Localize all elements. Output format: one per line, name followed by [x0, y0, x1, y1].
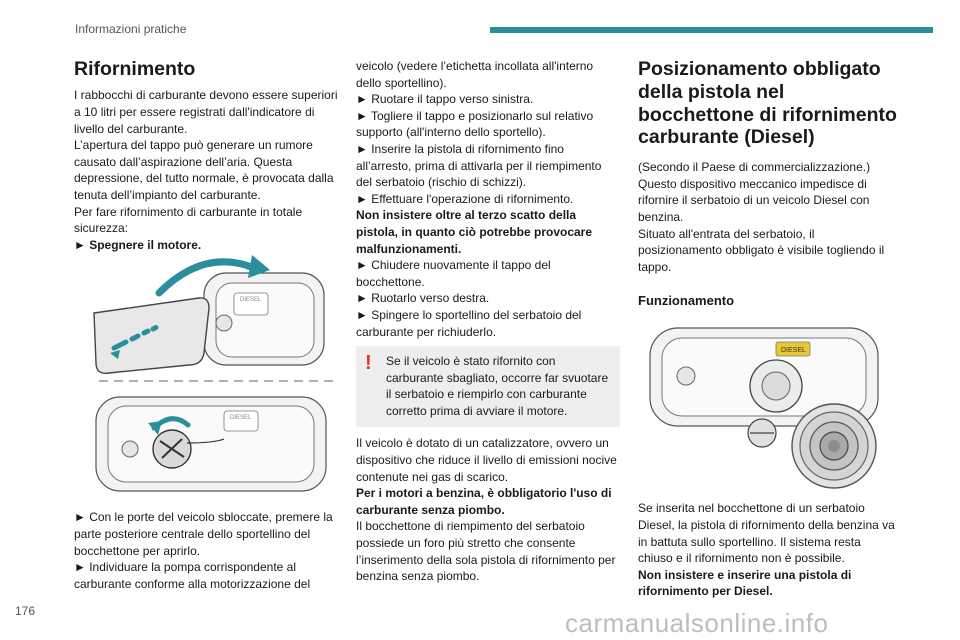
fuel-label-text: DIESEL — [240, 297, 262, 304]
operation-subtitle: Funzionamento — [638, 293, 735, 309]
paragraph: Se inserita nel bocchettone di un serbatoio Diesel, la pistola di rifornimento della benzina va in battuta sullo sportellino. Il sistema resta chiuso e il rifornimento non è possibile. — [638, 501, 895, 566]
diesel-device-title: Posizionamento obbligato della pistola nel bocchettone di rifornimento carburante (Diesel) — [638, 58, 897, 149]
paragraph: Situato all'entrata del serbatoio, il posizionamento obbligato è visibile togliendo il tappo. — [638, 226, 885, 274]
instruction-step: ► Chiudere nuovamente il tappo del bocchettone. — [356, 258, 551, 289]
instruction-step: ► Individuare la pompa corrispondente al carburante conforme alla motorizzazione del — [74, 560, 311, 591]
instruction-step: ► Effettuare l'operazione di rifornimento. — [356, 191, 574, 206]
paragraph: Per fare rifornimento di carburante in totale sicurezza: — [74, 204, 303, 236]
paragraph: Il bocchettone di riempimento del serbatoio possiede un foro più stretto che consente l’inserimento della sola pistola di rifornimento per benzina senza piombo. — [356, 519, 616, 584]
fuel-flap-illustration — [74, 253, 340, 503]
column-refueling-cont — [356, 58, 620, 585]
diesel-misfuel-device-illustration — [638, 318, 898, 496]
instruction-step: ► Spingere lo sportellino del serbatoio del carburante per richiuderlo. — [356, 307, 582, 339]
header-accent-bar — [490, 27, 933, 33]
section-title: Informazioni pratiche — [75, 22, 187, 36]
paragraph: (Secondo il Paese di commercializzazione.) Questo dispositivo meccanico impedisce di rifornire il serbatoio di un veicolo Diesel con benzina. — [638, 160, 871, 225]
paragraph: Il veicolo è dotato di un catalizzatore, ovvero un dispositivo che riduce il livello di emissioni nocive contenute nei gas di scarico. — [356, 436, 617, 484]
misfuel-inhibitor-closeup — [792, 404, 876, 488]
refueling-title: Rifornimento — [74, 58, 196, 80]
page-number: 176 — [15, 604, 36, 618]
paragraph: L’apertura del tappo può generare un rumore causato dall’aspirazione dell’aria. Questa depressione, del tutto normale, è provocata dalla tenuta dell’impianto del carburante. — [74, 138, 334, 202]
instruction-step: ► Spegnere il motore. — [74, 237, 202, 252]
cap-rotation-drawing — [96, 397, 326, 491]
column-refueling — [74, 58, 340, 592]
fuel-cap-drawing — [748, 419, 776, 447]
paragraph: I rabbocchi di carburante devono essere superiori a 10 litri per essere registrati dall'indicatore di livello del carburante. — [74, 88, 338, 136]
warning-text: Se il veicolo è stato rifornito con carburante sbagliato, occorre far svuotare il serbatoio e riempirlo con carburante corretto prima di avviare il motore. — [386, 354, 609, 418]
warning-icon: ! — [365, 352, 372, 375]
column-diesel-device — [638, 58, 898, 600]
unleaded-note: Per i motori a benzina, è obbligatorio l'uso di carburante senza piombo. — [356, 486, 612, 517]
instruction-step: ► Togliere il tappo e posizionarlo sul relativo supporto (all'interno dello sportello). — [356, 108, 594, 140]
instruction-step: ► Inserire la pistola di rifornimento fino all’arresto, prima di attivarla per il riempimento del serbatoio (rischio di schizzi). — [356, 141, 602, 190]
instruction-step: ► Ruotarlo verso destra. — [356, 291, 490, 306]
instruction-step: ► Ruotare il tappo verso sinistra. — [356, 92, 534, 107]
flap-open-drawing — [94, 255, 324, 373]
diesel-label-text: DIESEL — [781, 347, 806, 355]
diesel-note: Non insistere e inserire una pistola di rifornimento per Diesel. — [638, 567, 852, 599]
instruction-step: ► Con le porte del veicolo sbloccate, premere la parte posteriore centrale dello sportellino del bocchettone per aprirlo. — [74, 510, 333, 558]
paragraph: veicolo (vedere l’etichetta incollata all'interno dello sportellino). — [356, 59, 594, 90]
caution-text: Non insistere oltre al terzo scatto della pistola, in quanto ciò potrebbe provocare malfunzionamenti. — [356, 208, 593, 256]
watermark: carmanualsonline.info — [565, 608, 829, 638]
warning-box — [356, 346, 620, 427]
fuel-label-text: DIESEL — [230, 415, 252, 422]
